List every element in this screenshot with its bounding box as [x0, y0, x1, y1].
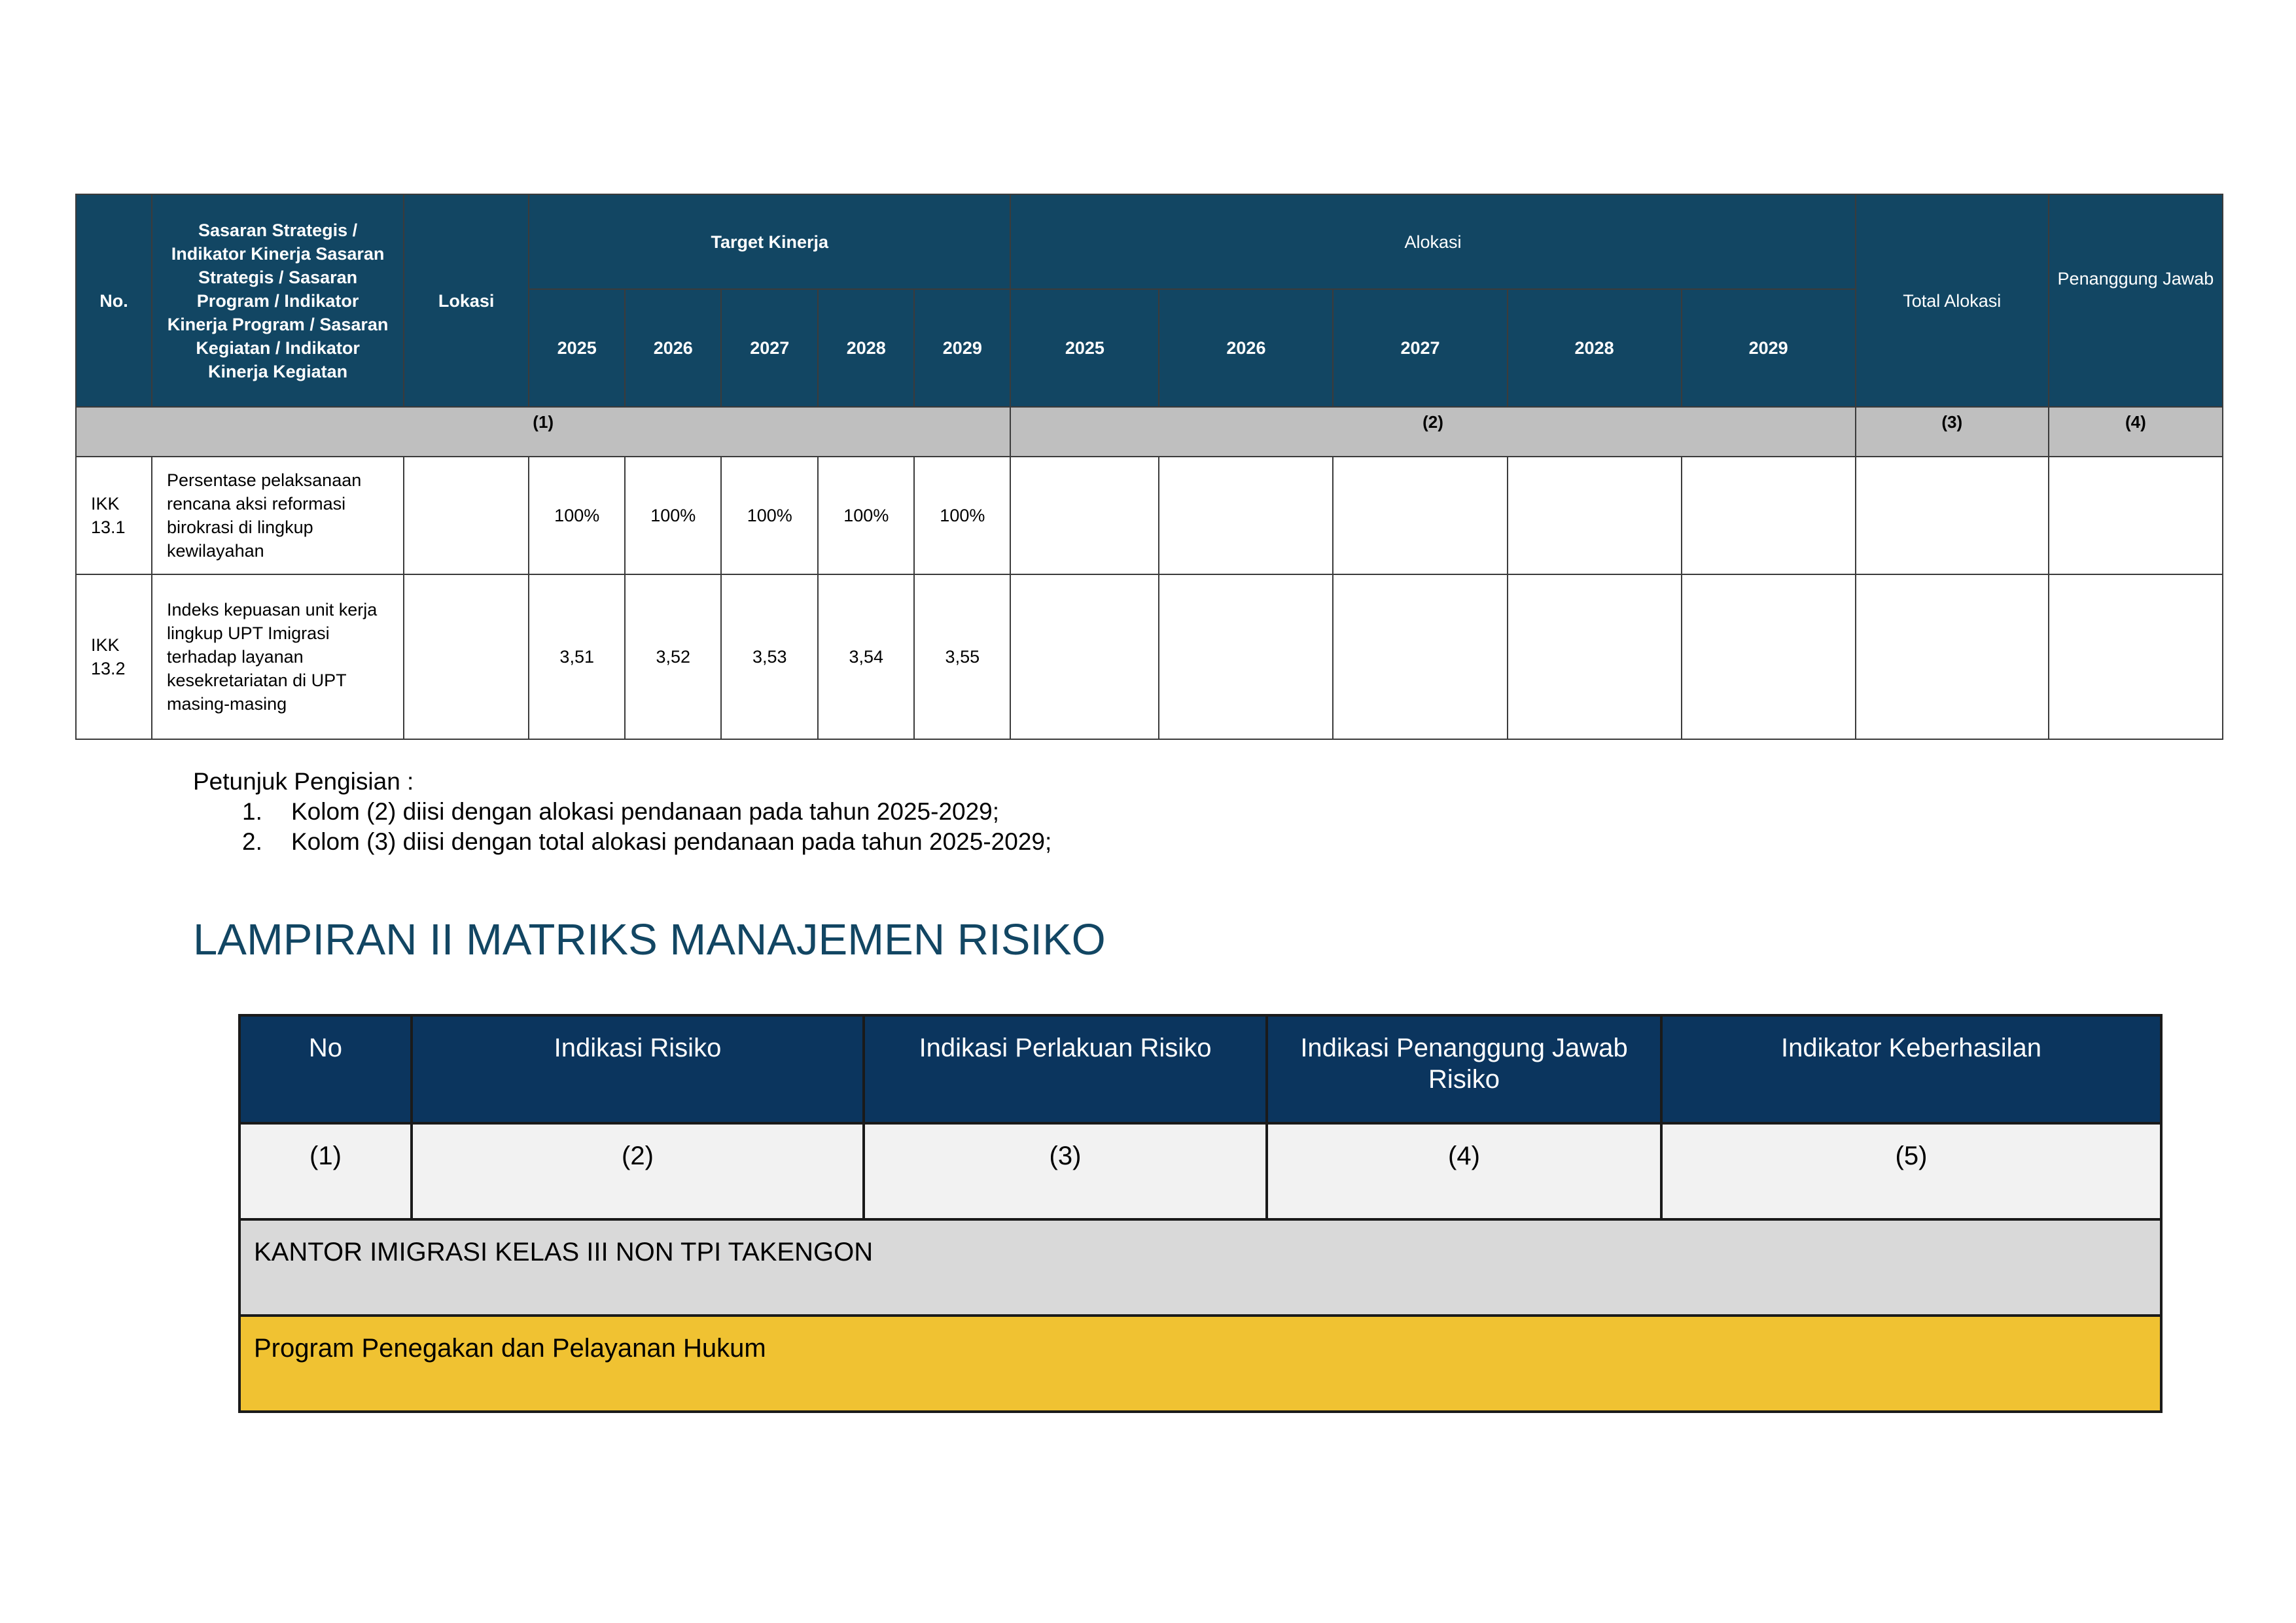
table-row [76, 457, 2223, 574]
list-item-number: 1. [242, 798, 262, 825]
header-target-kinerja: Target Kinerja [529, 194, 1010, 289]
table-row [76, 574, 2223, 739]
row-target-2029: 3,55 [914, 574, 1010, 739]
target-year-2029: 2029 [914, 289, 1010, 407]
list-item-text: Kolom (2) diisi dengan alokasi pendanaan pada tahun 2025-2029; [291, 798, 1000, 825]
header-indikasi-risiko: Indikasi Risiko [412, 1015, 864, 1123]
alokasi-year-2028: 2028 [1508, 289, 1682, 407]
instructions [193, 767, 1051, 857]
row-lokasi [404, 457, 529, 574]
row-no: IKK 13.1 [76, 457, 152, 574]
program-row: Program Penegakan dan Pelayanan Hukum [239, 1316, 2161, 1412]
target-kinerja-table [75, 194, 2223, 740]
row-target-2025: 100% [529, 457, 625, 574]
header-sasaran: Sasaran Strategis / Indikator Kinerja Sasaran Strategis / Sasaran Program / Indikator Kinerja Program / Sasaran Kegiatan / Indikator Kinerja Kegiatan [152, 194, 404, 407]
row-alokasi-2025 [1010, 457, 1159, 574]
header-alokasi: Alokasi [1010, 194, 1855, 289]
row-target-2026: 3,52 [625, 574, 721, 739]
header-indikasi-penanggung-jawab: Indikasi Penanggung Jawab Risiko [1267, 1015, 1661, 1123]
row-alokasi-2029 [1682, 574, 1856, 739]
alokasi-year-2026: 2026 [1159, 289, 1333, 407]
alokasi-year-2025: 2025 [1010, 289, 1159, 407]
instructions-heading: Petunjuk Pengisian : [193, 768, 414, 795]
row-indikator: Indeks kepuasan unit kerja lingkup UPT Imigrasi terhadap layanan kesekretariatan di UPT masing-masing [152, 574, 404, 739]
list-item [193, 797, 1051, 827]
column-number-4: (4) [2049, 407, 2223, 457]
row-target-2025: 3,51 [529, 574, 625, 739]
row-target-2027: 100% [721, 457, 818, 574]
row-alokasi-2028 [1508, 574, 1682, 739]
target-year-2028: 2028 [818, 289, 914, 407]
row-alokasi-2029 [1682, 457, 1856, 574]
instructions-list [193, 797, 1051, 857]
header-indikasi-perlakuan: Indikasi Perlakuan Risiko [864, 1015, 1267, 1123]
risk-matrix-table [238, 1014, 2163, 1413]
header-no: No [239, 1015, 412, 1123]
column-number-4: (4) [1267, 1123, 1661, 1219]
row-total-alokasi [1856, 574, 2049, 739]
header-penanggung-jawab: Penanggung Jawab [2049, 194, 2223, 407]
section-title: LAMPIRAN II MATRIKS MANAJEMEN RISIKO [193, 915, 1106, 964]
row-penanggung-jawab [2049, 574, 2223, 739]
column-number-2: (2) [1010, 407, 1855, 457]
row-alokasi-2027 [1333, 457, 1507, 574]
list-item-text: Kolom (3) diisi dengan total alokasi pendanaan pada tahun 2025-2029; [291, 828, 1052, 855]
row-alokasi-2026 [1159, 457, 1333, 574]
row-penanggung-jawab [2049, 457, 2223, 574]
list-item [193, 827, 1051, 857]
alokasi-year-2027: 2027 [1333, 289, 1507, 407]
row-target-2026: 100% [625, 457, 721, 574]
header-total-alokasi: Total Alokasi [1856, 194, 2049, 407]
row-target-2028: 100% [818, 457, 914, 574]
row-alokasi-2027 [1333, 574, 1507, 739]
row-alokasi-2025 [1010, 574, 1159, 739]
header-no: No. [76, 194, 152, 407]
column-number-5: (5) [1661, 1123, 2161, 1219]
row-target-2028: 3,54 [818, 574, 914, 739]
row-total-alokasi [1856, 457, 2049, 574]
list-item-number: 2. [242, 828, 262, 855]
header-lokasi: Lokasi [404, 194, 529, 407]
target-year-2025: 2025 [529, 289, 625, 407]
column-number-3: (3) [864, 1123, 1267, 1219]
office-row: KANTOR IMIGRASI KELAS III NON TPI TAKENGON [239, 1219, 2161, 1316]
column-number-3: (3) [1856, 407, 2049, 457]
row-alokasi-2026 [1159, 574, 1333, 739]
column-number-1: (1) [76, 407, 1010, 457]
header-indikator-keberhasilan: Indikator Keberhasilan [1661, 1015, 2161, 1123]
target-year-2026: 2026 [625, 289, 721, 407]
column-number-2: (2) [412, 1123, 864, 1219]
column-number-1: (1) [239, 1123, 412, 1219]
alokasi-year-2029: 2029 [1682, 289, 1856, 407]
row-alokasi-2028 [1508, 457, 1682, 574]
row-target-2027: 3,53 [721, 574, 818, 739]
row-target-2029: 100% [914, 457, 1010, 574]
target-year-2027: 2027 [721, 289, 818, 407]
row-lokasi [404, 574, 529, 739]
row-indikator: Persentase pelaksanaan rencana aksi reformasi birokrasi di lingkup kewilayahan [152, 457, 404, 574]
row-no: IKK 13.2 [76, 574, 152, 739]
